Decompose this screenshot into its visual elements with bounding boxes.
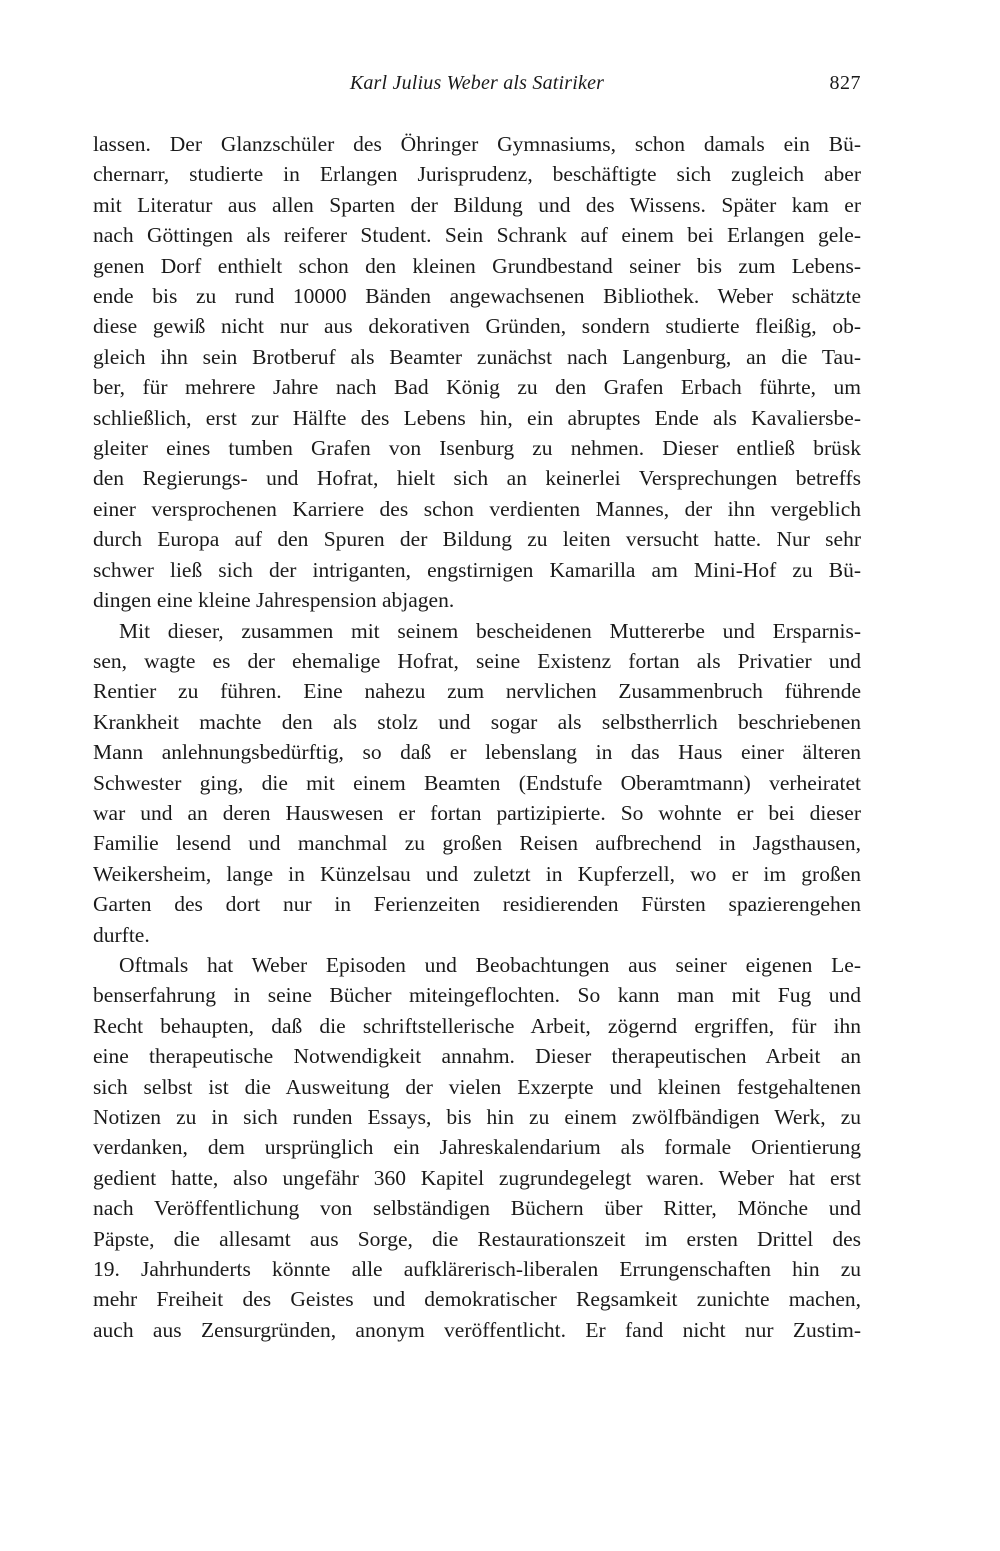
text-line: Oftmals hat Weber Episoden und Beobachtungen aus seiner eigenen Le- — [119, 952, 861, 977]
paragraph — [93, 616, 861, 950]
text-line: Mann anlehnungsbedürftig, so daß er lebenslang in das Haus einer älteren — [93, 740, 861, 765]
text-line: Garten des dort nur in Ferienzeiten residierenden Fürsten spazierengehen — [93, 892, 861, 917]
running-head — [93, 62, 861, 102]
book-page — [93, 62, 861, 1345]
paragraph — [93, 129, 861, 616]
text-line: Notizen zu in sich runden Essays, bis hin zu einem zwölfbändigen Werk, zu — [93, 1105, 861, 1129]
text-line: nach Veröffentlichung von selbständigen Büchern über Ritter, Mönche und — [93, 1196, 861, 1221]
text-line: ber, für mehrere Jahre nach Bad König zu den Grafen Erbach führte, um — [93, 375, 861, 400]
text-line: Päpste, die allesamt aus Sorge, die Restaurationszeit im ersten Drittel des — [93, 1226, 861, 1251]
text-line: Rentier zu führen. Eine nahezu zum nervlichen Zusammenbruch führende — [93, 679, 861, 704]
text-line: Weikersheim, lange in Künzelsau und zuletzt in Kupferzell, wo er im großen — [93, 861, 861, 886]
text-line: einer versprochenen Karriere des schon verdienten Mannes, der ihn vergeblich — [93, 496, 861, 521]
text-line: Krankheit machte den als stolz und sogar als selbstherrlich beschriebenen — [93, 709, 861, 734]
text-line: genen Dorf enthielt schon den kleinen Grundbestand seiner bis zum Lebens- — [93, 253, 861, 278]
text-line: schwer ließ sich der intriganten, engstirnigen Kamarilla am Mini-Hof zu Bü- — [93, 557, 861, 582]
text-line: Mit dieser, zusammen mit seinem bescheidenen Muttererbe und Ersparnis- — [119, 618, 861, 643]
text-line: war und an deren Hauswesen er fortan partizipierte. So wohnte er bei dieser — [93, 800, 861, 825]
text-line: auch aus Zensurgründen, anonym veröffentlicht. Er fand nicht nur Zustim- — [93, 1317, 861, 1342]
text-line: Familie lesend und manchmal zu großen Reisen aufbrechend in Jagsthausen, — [93, 831, 861, 856]
text-line: sich selbst ist die Ausweitung der vielen Exzerpte und kleinen festgehaltenen — [93, 1074, 861, 1099]
text-line: gleiter eines tumben Grafen von Isenburg zu nehmen. Dieser entließ brüsk — [93, 436, 861, 461]
text-line: diese gewiß nicht nur aus dekorativen Gründen, sondern studierte fleißig, ob- — [93, 314, 861, 339]
text-line: mit Literatur aus allen Sparten der Bildung und des Wissens. Später kam er — [93, 192, 861, 217]
text-line: durch Europa auf den Spuren der Bildung zu leiten versucht hatte. Nur sehr — [93, 527, 861, 552]
running-title: Karl Julius Weber als Satiriker — [349, 72, 605, 94]
text-line: mehr Freiheit des Geistes und demokratischer Regsamkeit zunichte machen, — [93, 1287, 861, 1312]
text-line: dingen eine kleine Jahrespension abjagen. — [93, 588, 455, 613]
page-number: 827 — [829, 72, 861, 94]
text-line: benserfahrung in seine Bücher miteingeflochten. So kann man mit Fug und — [93, 983, 861, 1008]
text-line: eine therapeutische Notwendigkeit annahm. Dieser therapeutischen Arbeit an — [93, 1044, 861, 1069]
text-line: durfte. — [93, 922, 150, 947]
text-line: Recht behaupten, daß die schriftstellerische Arbeit, zögernd ergriffen, für ihn — [93, 1013, 861, 1038]
text-line: gleich ihn sein Brotberuf als Beamter zunächst nach Langenburg, an die Tau- — [93, 344, 861, 369]
body-text — [93, 129, 861, 1345]
text-line: lassen. Der Glanzschüler des Öhringer Gymnasiums, schon damals ein Bü- — [93, 132, 861, 156]
text-line: verdanken, dem ursprünglich ein Jahreskalendarium als formale Orientierung — [93, 1135, 861, 1160]
text-line: 19. Jahrhunderts könnte alle aufklärerisch-liberalen Errungenschaften hin zu — [93, 1257, 861, 1282]
text-line: den Regierungs- und Hofrat, hielt sich an keinerlei Versprechungen betreffs — [93, 466, 861, 491]
text-line: ende bis zu rund 10000 Bänden angewachsenen Bibliothek. Weber schätzte — [93, 284, 861, 309]
paragraph — [93, 950, 861, 1345]
text-line: nach Göttingen als reiferer Student. Sein Schrank auf einem bei Erlangen gele- — [93, 223, 861, 248]
text-line: chernarr, studierte in Erlangen Jurisprudenz, beschäftigte sich zugleich aber — [93, 162, 861, 187]
text-line: gedient hatte, also ungefähr 360 Kapitel zugrundegelegt waren. Weber hat erst — [93, 1165, 861, 1190]
text-line: sen, wagte es der ehemalige Hofrat, seine Existenz fortan als Privatier und — [93, 648, 861, 673]
text-line: schließlich, erst zur Hälfte des Lebens hin, ein abruptes Ende als Kavaliersbe- — [93, 405, 861, 430]
text-line: Schwester ging, die mit einem Beamten (Endstufe Oberamtmann) verheiratet — [93, 770, 861, 795]
